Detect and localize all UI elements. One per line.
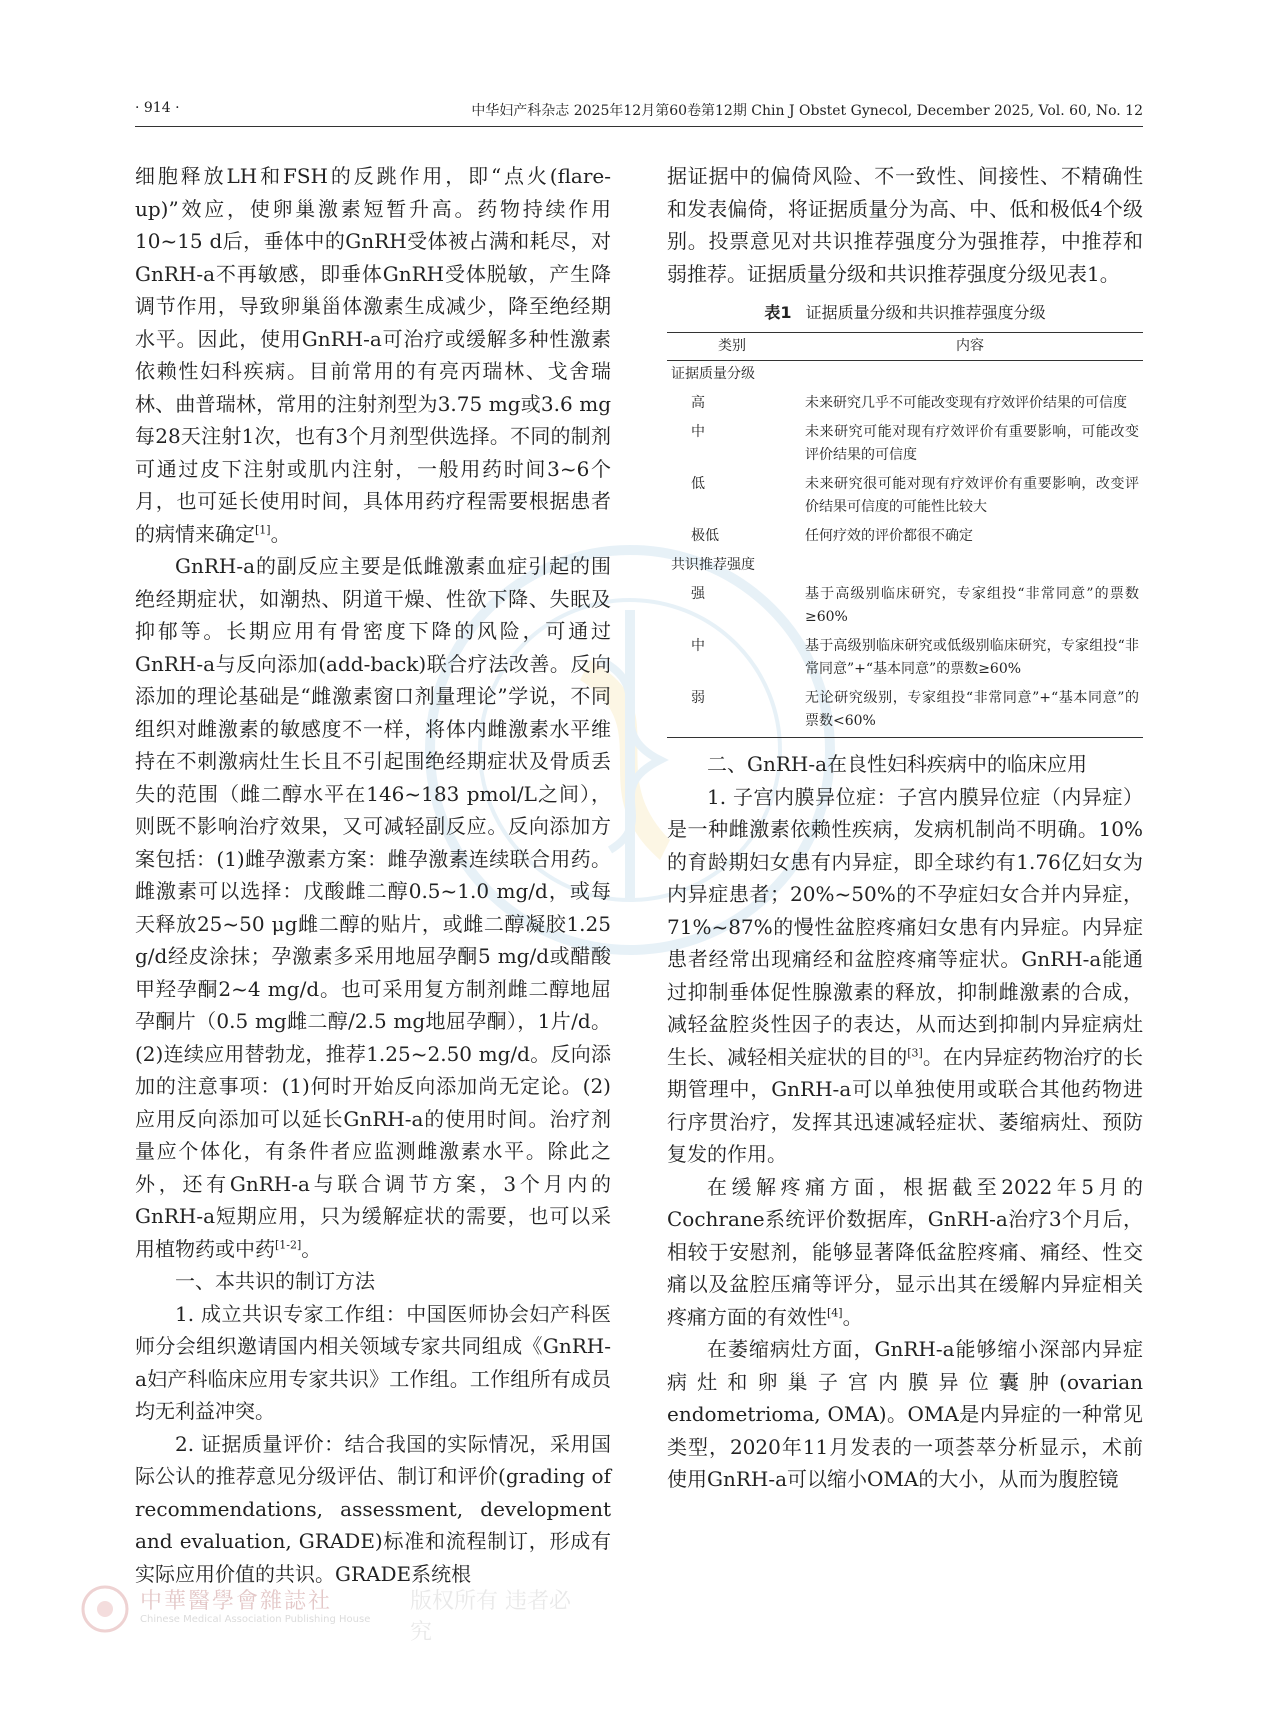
journal-citation: 中华妇产科杂志 2025年12月第60卷第12期 Chin J Obstet Gynecol, December 2025, Vol. 60, No. 12 <box>471 103 1143 119</box>
paragraph: 1. 子宫内膜异位症：子宫内膜异位症（内异症）是一种雌激素依赖性疾病，发病机制尚不明确。10%的育龄期妇女患有内异症，即全球约有1.76亿妇女为内异症患者；20%~50%的不孕症妇女合并内异症，71%~87%的慢性盆腔疼痛妇女患有内异症。内异症患者经常出现痛经和盆腔疼痛等症状。GnRH-a能通过抑制垂体促性腺激素的释放，抑制雌激素的合成，减轻盆腔炎性因子的表达，从而达到抑制内异症病灶生长、减轻相关症状的目的[3]。在内异症药物治疗的长期管理中，GnRH-a可以单独使用或联合其他药物进行序贯治疗，发挥其迅速减轻症状、萎缩病灶、预防复发的作用。 <box>667 784 1144 1166</box>
paragraph: GnRH-a的副反应主要是低雌激素血症引起的围绝经期症状，如潮热、阴道干燥、性欲下降、失眠及抑郁等。长期应用有骨密度下降的风险，可通过GnRH-a与反向添加(add-back)联合疗法改善。反向添加的理论基础是“雌激素窗口剂量理论”学说，不同组织对雌激素的敏感度不一样，将体内雌激素水平维持在不刺激病灶生长且不引起围绝经期症状及骨质丢失的范围（雌二醇水平在146~183 pmol/L之间），则既不影响治疗效果，又可减轻副反应。反向添加方案包括：(1)雌孕激素方案：雌孕激素连续联合用药。雌激素可以选择：戊酸雌二醇0.5~1.0 mg/d，或每天释放25~50 μg雌二醇的贴片，或雌二醇凝胶1.25 g/d经皮涂抹；孕激素多采用地屈孕酮5 mg/d或醋酸甲羟孕酮2~4 mg/d。也可采用复方制剂雌二醇地屈孕酮片（0.5 mg雌二醇/2.5 mg地屈孕酮），1片/d。(2)连续应用替勃龙，推荐1.25~2.50 mg/d。反向添加的注意事项：(1)何时开始反向添加尚无定论。(2)应用反向添加可以延长GnRH-a的使用时间。治疗剂量应个体化，有条件者应监测雌激素水平。除此之外，还有GnRH-a与联合调节方案，3个月内的GnRH-a短期应用，只为缓解症状的需要，也可以采用植物药或中药[1-2]。 <box>135 554 611 1261</box>
table-row: 弱 无论研究级别，专家组投“非常同意”+“基本同意”的票数<60% <box>667 685 1143 738</box>
column-header-category: 类别 <box>667 333 797 361</box>
paragraph: 2. 证据质量评价：结合我国的实际情况，采用国际公认的推荐意见分级评估、制订和评价(grading of recommendations, assessment, development and evaluation, GRADE)标准和流程制订，形成有实际应用价值的共识。GRADE系统根 <box>135 1431 611 1586</box>
table-row-group <box>667 361 1143 391</box>
citation-ref[interactable]: [1] <box>255 522 271 536</box>
flower-logo-icon <box>80 1584 130 1634</box>
publisher-name: 中華醫學會雜誌社 <box>140 1589 333 1614</box>
table-label: 表1 <box>764 303 792 322</box>
evidence-grading-table <box>667 332 1143 738</box>
left-column <box>135 160 611 1590</box>
citation-ref[interactable]: [3] <box>907 1045 923 1059</box>
table-row: 中 基于高级别临床研究或低级别临床研究，专家组投“非常同意”+“基本同意”的票数≥60% <box>691 638 1139 677</box>
running-header <box>135 96 1143 127</box>
publisher-footer-logo <box>80 1580 580 1645</box>
table-row: 高 未来研究几乎不可能改变现有疗效评价结果的可信度 <box>691 395 1127 411</box>
table-title: 表1 证据质量分级和共识推荐强度分级 <box>764 303 1046 322</box>
paragraph: 细胞释放LH和FSH的反跳作用，即“点火(flare-up)”效应，使卵巢激素短暂升高。药物持续作用10~15 d后，垂体中的GnRH受体被占满和耗尽，对GnRH-a不再敏感，即垂体GnRH受体脱敏，产生降调节作用，导致卵巢甾体激素生成减少，降至绝经期水平。因此，使用GnRH-a可治疗或缓解多种性激素依赖性妇科疾病。目前常用的有亮丙瑞林、戈舍瑞林、曲普瑞林，常用的注射剂型为3.75 mg或3.6 mg每28天注射1次，也有3个月剂型供选择。不同的制剂可通过皮下注射或肌内注射，一般用药时间3~6个月，也可延长使用时间，具体用药疗程需要根据患者的病情来确定[1]。 <box>135 164 611 546</box>
table-row: 极低 任何疗效的评价都很不确定 <box>691 528 973 544</box>
citation-ref[interactable]: [1-2] <box>275 1237 302 1251</box>
group-label: 证据质量分级 <box>671 366 755 382</box>
table-row: 中 未来研究可能对现有疗效评价有重要影响，可能改变评价结果的可信度 <box>691 424 1139 463</box>
paragraph: 据证据中的偏倚风险、不一致性、间接性、不精确性和发表偏倚，将证据质量分为高、中、低和极低4个级别。投票意见对共识推荐强度分为强推荐，中推荐和弱推荐。证据质量分级和共识推荐强度分级见表1。 <box>667 164 1143 286</box>
table-row: 强 基于高级别临床研究，专家组投“非常同意”的票数≥60% <box>691 586 1139 625</box>
group-label: 共识推荐强度 <box>671 557 755 573</box>
publisher-name-en: Chinese Medical Association Publishing House <box>140 1614 371 1625</box>
table-row: 低 未来研究很可能对现有疗效评价有重要影响，改变评价结果可信度的可能性比较大 <box>691 476 1139 515</box>
citation-ref[interactable]: [4] <box>827 1305 843 1319</box>
paragraph: 1. 成立共识专家工作组：中国医师协会妇产科医师分会组织邀请国内相关领域专家共同组成《GnRH-a妇产科临床应用专家共识》工作组。工作组所有成员均无利益冲突。 <box>135 1301 611 1423</box>
table-row-group <box>667 552 1143 581</box>
page-number: · 914 · <box>135 100 180 116</box>
section-heading: 一、本共识的制订方法 <box>175 1269 375 1293</box>
paragraph: 在萎缩病灶方面，GnRH-a能够缩小深部内异症病灶和卵巢子宫内膜异位囊肿(ovarian endometrioma, OMA)。OMA是内异症的一种常见类型，2020年11月发表的一项荟萃分析显示，术前使用GnRH-a可以缩小OMA的大小，从而为腹腔镜 <box>667 1337 1143 1491</box>
table-1 <box>667 300 1143 738</box>
right-column <box>667 160 1143 1496</box>
copyright-notice: 版权所有 违者必究 <box>410 1589 571 1645</box>
section-heading: 二、GnRH-a在良性妇科疾病中的临床应用 <box>707 752 1088 776</box>
column-header-content: 内容 <box>797 333 1143 361</box>
paragraph: 在缓解疼痛方面，根据截至2022年5月的Cochrane系统评价数据库，GnRH-a治疗3个月后，相较于安慰剂，能够显著降低盆腔疼痛、痛经、性交痛以及盆腔压痛等评分，显示出其在缓解内异症相关疼痛方面的有效性[4]。 <box>667 1174 1143 1329</box>
